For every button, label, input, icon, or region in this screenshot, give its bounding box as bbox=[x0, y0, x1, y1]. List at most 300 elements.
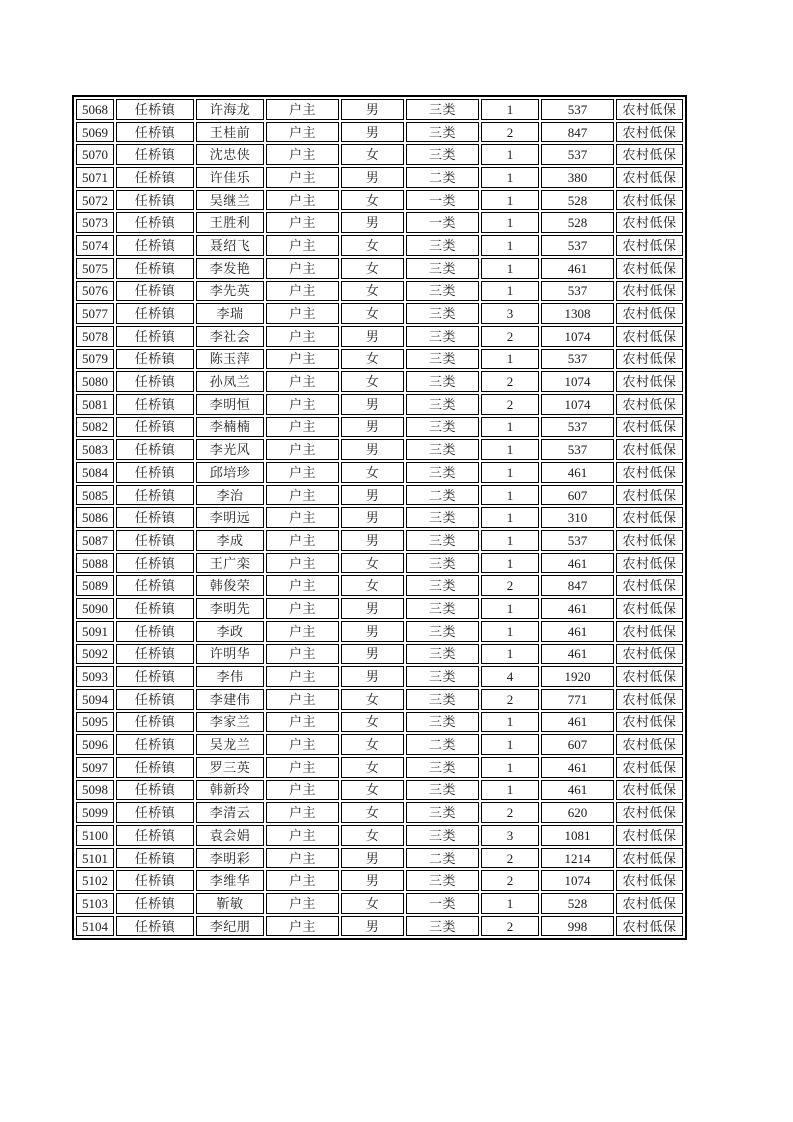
cell-amount: 537 bbox=[541, 530, 614, 551]
cell-amount: 380 bbox=[541, 167, 614, 188]
cell-amount: 528 bbox=[541, 893, 614, 914]
cell-serial-number: 5101 bbox=[76, 848, 114, 869]
cell-name: 许明华 bbox=[196, 644, 264, 665]
cell-household-relation: 户主 bbox=[266, 326, 339, 347]
cell-amount: 461 bbox=[541, 757, 614, 778]
cell-subsidy-type: 农村低保 bbox=[616, 212, 683, 233]
cell-subsidy-type: 农村低保 bbox=[616, 303, 683, 324]
cell-town: 任桥镇 bbox=[116, 371, 194, 392]
cell-town: 任桥镇 bbox=[116, 689, 194, 710]
cell-subsidy-type: 农村低保 bbox=[616, 530, 683, 551]
table-row bbox=[76, 916, 683, 937]
cell-gender: 女 bbox=[341, 712, 404, 733]
cell-amount: 528 bbox=[541, 190, 614, 211]
cell-person-count: 2 bbox=[481, 394, 539, 415]
cell-subsidy-type: 农村低保 bbox=[616, 916, 683, 937]
cell-category: 三类 bbox=[406, 870, 479, 891]
table-row bbox=[76, 417, 683, 438]
cell-household-relation: 户主 bbox=[266, 598, 339, 619]
cell-serial-number: 5070 bbox=[76, 144, 114, 165]
cell-gender: 男 bbox=[341, 507, 404, 528]
cell-category: 三类 bbox=[406, 258, 479, 279]
cell-category: 三类 bbox=[406, 281, 479, 302]
cell-subsidy-type: 农村低保 bbox=[616, 144, 683, 165]
cell-person-count: 1 bbox=[481, 530, 539, 551]
cell-subsidy-type: 农村低保 bbox=[616, 326, 683, 347]
cell-gender: 女 bbox=[341, 575, 404, 596]
cell-person-count: 1 bbox=[481, 167, 539, 188]
table-row bbox=[76, 712, 683, 733]
cell-household-relation: 户主 bbox=[266, 553, 339, 574]
cell-household-relation: 户主 bbox=[266, 258, 339, 279]
cell-gender: 男 bbox=[341, 417, 404, 438]
cell-category: 一类 bbox=[406, 190, 479, 211]
cell-town: 任桥镇 bbox=[116, 644, 194, 665]
table-row bbox=[76, 439, 683, 460]
cell-category: 三类 bbox=[406, 144, 479, 165]
cell-serial-number: 5097 bbox=[76, 757, 114, 778]
cell-subsidy-type: 农村低保 bbox=[616, 485, 683, 506]
cell-gender: 男 bbox=[341, 326, 404, 347]
cell-gender: 女 bbox=[341, 553, 404, 574]
cell-subsidy-type: 农村低保 bbox=[616, 780, 683, 801]
cell-name: 李成 bbox=[196, 530, 264, 551]
cell-household-relation: 户主 bbox=[266, 689, 339, 710]
cell-subsidy-type: 农村低保 bbox=[616, 167, 683, 188]
cell-category: 三类 bbox=[406, 122, 479, 143]
cell-name: 李伟 bbox=[196, 666, 264, 687]
cell-town: 任桥镇 bbox=[116, 99, 194, 120]
cell-town: 任桥镇 bbox=[116, 144, 194, 165]
cell-category: 三类 bbox=[406, 598, 479, 619]
cell-category: 三类 bbox=[406, 802, 479, 823]
cell-town: 任桥镇 bbox=[116, 212, 194, 233]
cell-gender: 女 bbox=[341, 235, 404, 256]
table-row bbox=[76, 825, 683, 846]
cell-gender: 男 bbox=[341, 530, 404, 551]
cell-amount: 537 bbox=[541, 417, 614, 438]
cell-category: 三类 bbox=[406, 666, 479, 687]
cell-gender: 女 bbox=[341, 281, 404, 302]
cell-gender: 男 bbox=[341, 598, 404, 619]
cell-subsidy-type: 农村低保 bbox=[616, 190, 683, 211]
cell-serial-number: 5092 bbox=[76, 644, 114, 665]
cell-person-count: 2 bbox=[481, 326, 539, 347]
cell-serial-number: 5083 bbox=[76, 439, 114, 460]
cell-person-count: 1 bbox=[481, 553, 539, 574]
table-body bbox=[76, 99, 683, 936]
cell-gender: 男 bbox=[341, 916, 404, 937]
cell-amount: 620 bbox=[541, 802, 614, 823]
cell-name: 李治 bbox=[196, 485, 264, 506]
cell-serial-number: 5089 bbox=[76, 575, 114, 596]
cell-gender: 女 bbox=[341, 258, 404, 279]
cell-household-relation: 户主 bbox=[266, 916, 339, 937]
cell-amount: 1074 bbox=[541, 371, 614, 392]
cell-serial-number: 5088 bbox=[76, 553, 114, 574]
cell-name: 王桂前 bbox=[196, 122, 264, 143]
cell-subsidy-type: 农村低保 bbox=[616, 122, 683, 143]
cell-category: 一类 bbox=[406, 893, 479, 914]
cell-household-relation: 户主 bbox=[266, 394, 339, 415]
cell-person-count: 1 bbox=[481, 507, 539, 528]
cell-person-count: 2 bbox=[481, 575, 539, 596]
cell-category: 三类 bbox=[406, 326, 479, 347]
cell-person-count: 1 bbox=[481, 212, 539, 233]
cell-town: 任桥镇 bbox=[116, 485, 194, 506]
cell-person-count: 1 bbox=[481, 598, 539, 619]
cell-subsidy-type: 农村低保 bbox=[616, 575, 683, 596]
cell-category: 三类 bbox=[406, 553, 479, 574]
cell-subsidy-type: 农村低保 bbox=[616, 394, 683, 415]
table-row bbox=[76, 144, 683, 165]
cell-amount: 607 bbox=[541, 485, 614, 506]
cell-amount: 461 bbox=[541, 462, 614, 483]
cell-person-count: 1 bbox=[481, 757, 539, 778]
cell-household-relation: 户主 bbox=[266, 780, 339, 801]
cell-household-relation: 户主 bbox=[266, 644, 339, 665]
cell-town: 任桥镇 bbox=[116, 326, 194, 347]
table-row bbox=[76, 235, 683, 256]
cell-household-relation: 户主 bbox=[266, 167, 339, 188]
cell-category: 三类 bbox=[406, 757, 479, 778]
cell-household-relation: 户主 bbox=[266, 462, 339, 483]
cell-household-relation: 户主 bbox=[266, 144, 339, 165]
cell-household-relation: 户主 bbox=[266, 848, 339, 869]
cell-serial-number: 5068 bbox=[76, 99, 114, 120]
cell-category: 一类 bbox=[406, 212, 479, 233]
cell-town: 任桥镇 bbox=[116, 916, 194, 937]
cell-household-relation: 户主 bbox=[266, 281, 339, 302]
table-row bbox=[76, 507, 683, 528]
cell-amount: 1074 bbox=[541, 870, 614, 891]
cell-serial-number: 5077 bbox=[76, 303, 114, 324]
cell-serial-number: 5094 bbox=[76, 689, 114, 710]
cell-household-relation: 户主 bbox=[266, 621, 339, 642]
cell-subsidy-type: 农村低保 bbox=[616, 598, 683, 619]
cell-town: 任桥镇 bbox=[116, 621, 194, 642]
cell-household-relation: 户主 bbox=[266, 349, 339, 370]
cell-serial-number: 5100 bbox=[76, 825, 114, 846]
cell-town: 任桥镇 bbox=[116, 712, 194, 733]
cell-gender: 男 bbox=[341, 870, 404, 891]
cell-name: 李清云 bbox=[196, 802, 264, 823]
cell-name: 李先英 bbox=[196, 281, 264, 302]
cell-amount: 537 bbox=[541, 439, 614, 460]
cell-serial-number: 5087 bbox=[76, 530, 114, 551]
cell-gender: 男 bbox=[341, 167, 404, 188]
cell-person-count: 4 bbox=[481, 666, 539, 687]
cell-name: 王广栾 bbox=[196, 553, 264, 574]
cell-amount: 1308 bbox=[541, 303, 614, 324]
cell-serial-number: 5079 bbox=[76, 349, 114, 370]
cell-amount: 1214 bbox=[541, 848, 614, 869]
cell-gender: 女 bbox=[341, 893, 404, 914]
cell-name: 孙凤兰 bbox=[196, 371, 264, 392]
cell-serial-number: 5071 bbox=[76, 167, 114, 188]
cell-subsidy-type: 农村低保 bbox=[616, 825, 683, 846]
cell-town: 任桥镇 bbox=[116, 893, 194, 914]
cell-name: 李楠楠 bbox=[196, 417, 264, 438]
cell-town: 任桥镇 bbox=[116, 530, 194, 551]
cell-town: 任桥镇 bbox=[116, 666, 194, 687]
cell-gender: 女 bbox=[341, 349, 404, 370]
cell-gender: 男 bbox=[341, 212, 404, 233]
cell-name: 李明先 bbox=[196, 598, 264, 619]
cell-name: 王胜利 bbox=[196, 212, 264, 233]
cell-person-count: 1 bbox=[481, 417, 539, 438]
cell-amount: 537 bbox=[541, 144, 614, 165]
cell-amount: 537 bbox=[541, 349, 614, 370]
cell-person-count: 1 bbox=[481, 349, 539, 370]
cell-person-count: 1 bbox=[481, 99, 539, 120]
cell-serial-number: 5084 bbox=[76, 462, 114, 483]
cell-serial-number: 5081 bbox=[76, 394, 114, 415]
cell-household-relation: 户主 bbox=[266, 757, 339, 778]
cell-gender: 女 bbox=[341, 190, 404, 211]
cell-subsidy-type: 农村低保 bbox=[616, 644, 683, 665]
table-row bbox=[76, 212, 683, 233]
cell-town: 任桥镇 bbox=[116, 598, 194, 619]
cell-name: 袁会娟 bbox=[196, 825, 264, 846]
cell-category: 三类 bbox=[406, 507, 479, 528]
cell-town: 任桥镇 bbox=[116, 553, 194, 574]
cell-category: 二类 bbox=[406, 848, 479, 869]
cell-town: 任桥镇 bbox=[116, 394, 194, 415]
table-row bbox=[76, 734, 683, 755]
cell-category: 三类 bbox=[406, 780, 479, 801]
cell-name: 吴继兰 bbox=[196, 190, 264, 211]
cell-gender: 男 bbox=[341, 621, 404, 642]
cell-household-relation: 户主 bbox=[266, 893, 339, 914]
cell-household-relation: 户主 bbox=[266, 530, 339, 551]
cell-category: 三类 bbox=[406, 99, 479, 120]
cell-person-count: 2 bbox=[481, 870, 539, 891]
cell-amount: 537 bbox=[541, 99, 614, 120]
cell-category: 二类 bbox=[406, 485, 479, 506]
table-row bbox=[76, 258, 683, 279]
cell-town: 任桥镇 bbox=[116, 349, 194, 370]
table-row bbox=[76, 666, 683, 687]
cell-serial-number: 5103 bbox=[76, 893, 114, 914]
cell-gender: 男 bbox=[341, 848, 404, 869]
cell-town: 任桥镇 bbox=[116, 575, 194, 596]
cell-name: 李发艳 bbox=[196, 258, 264, 279]
cell-town: 任桥镇 bbox=[116, 734, 194, 755]
cell-person-count: 1 bbox=[481, 712, 539, 733]
cell-person-count: 1 bbox=[481, 190, 539, 211]
cell-household-relation: 户主 bbox=[266, 371, 339, 392]
cell-household-relation: 户主 bbox=[266, 825, 339, 846]
cell-household-relation: 户主 bbox=[266, 802, 339, 823]
cell-amount: 1081 bbox=[541, 825, 614, 846]
cell-gender: 男 bbox=[341, 485, 404, 506]
cell-town: 任桥镇 bbox=[116, 825, 194, 846]
cell-person-count: 2 bbox=[481, 689, 539, 710]
cell-household-relation: 户主 bbox=[266, 303, 339, 324]
cell-serial-number: 5099 bbox=[76, 802, 114, 823]
cell-subsidy-type: 农村低保 bbox=[616, 734, 683, 755]
cell-household-relation: 户主 bbox=[266, 870, 339, 891]
table-row bbox=[76, 757, 683, 778]
cell-subsidy-type: 农村低保 bbox=[616, 462, 683, 483]
cell-serial-number: 5075 bbox=[76, 258, 114, 279]
table-row bbox=[76, 644, 683, 665]
cell-category: 三类 bbox=[406, 417, 479, 438]
cell-name: 李明远 bbox=[196, 507, 264, 528]
cell-town: 任桥镇 bbox=[116, 258, 194, 279]
cell-subsidy-type: 农村低保 bbox=[616, 99, 683, 120]
table-row bbox=[76, 167, 683, 188]
cell-amount: 461 bbox=[541, 258, 614, 279]
cell-amount: 998 bbox=[541, 916, 614, 937]
cell-serial-number: 5093 bbox=[76, 666, 114, 687]
table-row bbox=[76, 485, 683, 506]
cell-amount: 461 bbox=[541, 780, 614, 801]
table-row bbox=[76, 848, 683, 869]
cell-gender: 女 bbox=[341, 780, 404, 801]
cell-category: 三类 bbox=[406, 303, 479, 324]
cell-name: 韩俊荣 bbox=[196, 575, 264, 596]
cell-name: 李明彩 bbox=[196, 848, 264, 869]
table-row bbox=[76, 326, 683, 347]
cell-person-count: 2 bbox=[481, 848, 539, 869]
cell-amount: 461 bbox=[541, 621, 614, 642]
cell-category: 三类 bbox=[406, 825, 479, 846]
cell-name: 李明恒 bbox=[196, 394, 264, 415]
cell-household-relation: 户主 bbox=[266, 235, 339, 256]
cell-category: 三类 bbox=[406, 439, 479, 460]
cell-category: 三类 bbox=[406, 644, 479, 665]
cell-subsidy-type: 农村低保 bbox=[616, 689, 683, 710]
cell-serial-number: 5091 bbox=[76, 621, 114, 642]
cell-name: 吴龙兰 bbox=[196, 734, 264, 755]
cell-serial-number: 5090 bbox=[76, 598, 114, 619]
cell-serial-number: 5085 bbox=[76, 485, 114, 506]
cell-serial-number: 5080 bbox=[76, 371, 114, 392]
welfare-roster-table bbox=[72, 95, 687, 940]
cell-amount: 461 bbox=[541, 598, 614, 619]
cell-subsidy-type: 农村低保 bbox=[616, 349, 683, 370]
cell-household-relation: 户主 bbox=[266, 507, 339, 528]
table-row bbox=[76, 190, 683, 211]
cell-household-relation: 户主 bbox=[266, 99, 339, 120]
cell-name: 李纪朋 bbox=[196, 916, 264, 937]
table-row bbox=[76, 893, 683, 914]
cell-subsidy-type: 农村低保 bbox=[616, 553, 683, 574]
cell-household-relation: 户主 bbox=[266, 212, 339, 233]
cell-town: 任桥镇 bbox=[116, 167, 194, 188]
cell-name: 李建伟 bbox=[196, 689, 264, 710]
cell-gender: 男 bbox=[341, 99, 404, 120]
cell-subsidy-type: 农村低保 bbox=[616, 417, 683, 438]
cell-category: 三类 bbox=[406, 530, 479, 551]
cell-name: 韩新玲 bbox=[196, 780, 264, 801]
cell-category: 三类 bbox=[406, 712, 479, 733]
cell-serial-number: 5076 bbox=[76, 281, 114, 302]
cell-town: 任桥镇 bbox=[116, 190, 194, 211]
cell-amount: 771 bbox=[541, 689, 614, 710]
table-row bbox=[76, 780, 683, 801]
cell-amount: 537 bbox=[541, 281, 614, 302]
cell-household-relation: 户主 bbox=[266, 575, 339, 596]
cell-amount: 461 bbox=[541, 644, 614, 665]
cell-amount: 847 bbox=[541, 575, 614, 596]
cell-subsidy-type: 农村低保 bbox=[616, 757, 683, 778]
cell-name: 陈玉萍 bbox=[196, 349, 264, 370]
cell-subsidy-type: 农村低保 bbox=[616, 281, 683, 302]
cell-serial-number: 5095 bbox=[76, 712, 114, 733]
cell-serial-number: 5104 bbox=[76, 916, 114, 937]
table-row bbox=[76, 99, 683, 120]
table-row bbox=[76, 575, 683, 596]
table-row bbox=[76, 394, 683, 415]
cell-subsidy-type: 农村低保 bbox=[616, 848, 683, 869]
cell-serial-number: 5098 bbox=[76, 780, 114, 801]
cell-household-relation: 户主 bbox=[266, 439, 339, 460]
cell-subsidy-type: 农村低保 bbox=[616, 371, 683, 392]
cell-category: 三类 bbox=[406, 394, 479, 415]
cell-town: 任桥镇 bbox=[116, 281, 194, 302]
cell-gender: 女 bbox=[341, 371, 404, 392]
table-row bbox=[76, 281, 683, 302]
cell-name: 李社会 bbox=[196, 326, 264, 347]
cell-name: 聂绍飞 bbox=[196, 235, 264, 256]
cell-serial-number: 5086 bbox=[76, 507, 114, 528]
cell-name: 李瑞 bbox=[196, 303, 264, 324]
cell-gender: 女 bbox=[341, 757, 404, 778]
cell-name: 李维华 bbox=[196, 870, 264, 891]
cell-serial-number: 5069 bbox=[76, 122, 114, 143]
cell-gender: 男 bbox=[341, 666, 404, 687]
cell-amount: 1920 bbox=[541, 666, 614, 687]
cell-person-count: 2 bbox=[481, 802, 539, 823]
cell-category: 三类 bbox=[406, 575, 479, 596]
cell-town: 任桥镇 bbox=[116, 780, 194, 801]
cell-amount: 847 bbox=[541, 122, 614, 143]
cell-town: 任桥镇 bbox=[116, 848, 194, 869]
cell-category: 三类 bbox=[406, 235, 479, 256]
cell-category: 三类 bbox=[406, 349, 479, 370]
table-row bbox=[76, 802, 683, 823]
table-row bbox=[76, 122, 683, 143]
cell-household-relation: 户主 bbox=[266, 485, 339, 506]
cell-serial-number: 5082 bbox=[76, 417, 114, 438]
cell-name: 罗三英 bbox=[196, 757, 264, 778]
cell-category: 二类 bbox=[406, 167, 479, 188]
cell-person-count: 1 bbox=[481, 893, 539, 914]
cell-category: 三类 bbox=[406, 462, 479, 483]
cell-household-relation: 户主 bbox=[266, 666, 339, 687]
cell-name: 靳敏 bbox=[196, 893, 264, 914]
cell-town: 任桥镇 bbox=[116, 122, 194, 143]
table-row bbox=[76, 303, 683, 324]
cell-town: 任桥镇 bbox=[116, 462, 194, 483]
cell-gender: 男 bbox=[341, 644, 404, 665]
cell-gender: 女 bbox=[341, 734, 404, 755]
cell-person-count: 1 bbox=[481, 462, 539, 483]
cell-amount: 461 bbox=[541, 553, 614, 574]
table-row bbox=[76, 870, 683, 891]
table-row bbox=[76, 462, 683, 483]
cell-name: 沈忠侠 bbox=[196, 144, 264, 165]
cell-household-relation: 户主 bbox=[266, 712, 339, 733]
cell-town: 任桥镇 bbox=[116, 303, 194, 324]
cell-name: 李家兰 bbox=[196, 712, 264, 733]
cell-serial-number: 5102 bbox=[76, 870, 114, 891]
cell-person-count: 1 bbox=[481, 734, 539, 755]
cell-town: 任桥镇 bbox=[116, 757, 194, 778]
